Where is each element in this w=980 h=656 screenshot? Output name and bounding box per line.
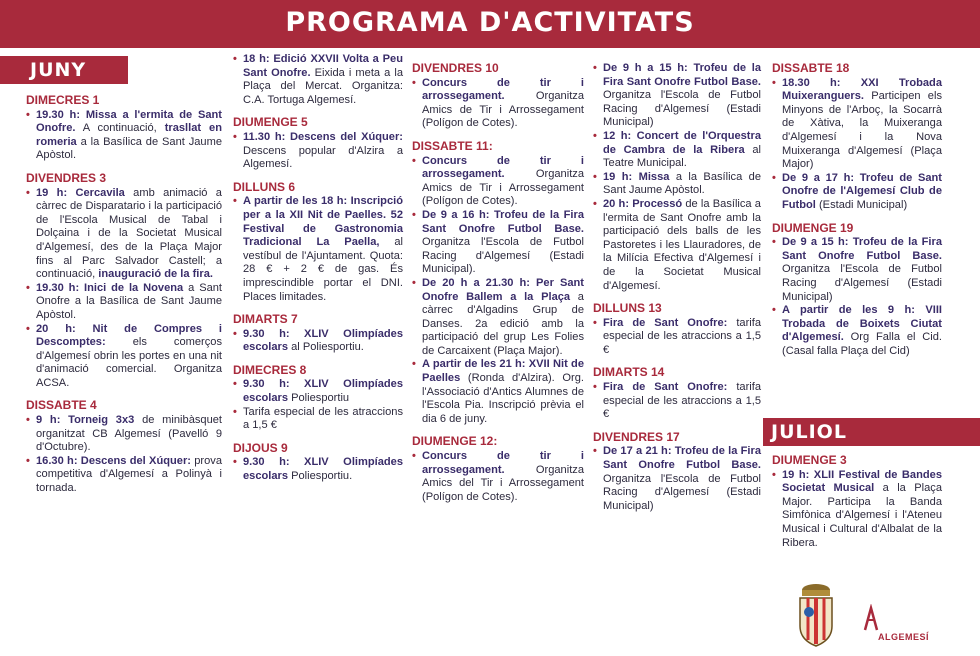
event-highlight: Concurs de tir i arrossegament.	[422, 154, 584, 181]
event-item	[233, 456, 403, 483]
column-5	[772, 62, 942, 358]
event-description: Organitza Amics de Tir i Arrossegament (Polígon de Cotes).	[422, 168, 584, 208]
bullet-icon: •	[772, 468, 776, 481]
event-item	[26, 323, 222, 391]
bullet-icon: •	[772, 171, 776, 184]
event-highlight: 9.30 h: XLIV Olimpíades escolars	[243, 327, 403, 354]
event-highlight: A partir de les 18 h: Inscripció per a la XII Nit de Paelles. 52 Festival de Gastronomia Tradicional La Paella,	[243, 195, 403, 249]
event-description: tarifa especial de les atraccions a 1,5 €	[603, 316, 761, 356]
bullet-icon: •	[772, 76, 776, 89]
bullet-icon: •	[593, 381, 597, 394]
day-heading: DIVENDRES 10	[412, 61, 499, 75]
column-1	[26, 94, 222, 496]
page-title: PROGRAMA D'ACTIVITATS	[285, 7, 695, 38]
event-description: Org Falla el Cid. (Casal falla Plaça del Cid)	[782, 331, 942, 357]
column-6	[772, 454, 942, 550]
event-highlight: Fira de Sant Onofre:	[603, 381, 728, 394]
event-item	[26, 414, 222, 455]
event-item	[593, 445, 761, 513]
bullet-icon: •	[593, 316, 597, 329]
bullet-icon: •	[233, 327, 237, 340]
bullet-icon: •	[412, 208, 416, 221]
event-highlight: 19.30 h: Missa a l'ermita de Sant Onofre.	[36, 108, 222, 135]
event-highlight: 9.30 h: XLIV Olimpíades escolars	[243, 456, 403, 483]
event-description: a la Basílica de Sant Jaume Apòstol.	[36, 135, 222, 162]
event-highlight: Fira de Sant Onofre:	[603, 316, 728, 329]
day-heading: DILLUNS 13	[593, 301, 662, 316]
bullet-icon: •	[26, 454, 30, 467]
event-item	[412, 277, 584, 359]
day-heading: DIVENDRES 3	[26, 170, 107, 185]
event-highlight: 19 h: Cercavila	[36, 186, 125, 199]
event-description: A continuació,	[75, 122, 165, 135]
bullet-icon: •	[593, 129, 597, 142]
event-description: Poliesportiu.	[288, 470, 353, 483]
event-description: (Estadi Municipal)	[815, 198, 908, 211]
event-item	[412, 155, 584, 209]
bullet-icon: •	[412, 358, 416, 371]
event-highlight: 16.30 h: Descens del Xúquer:	[36, 454, 191, 467]
bullet-icon: •	[233, 378, 237, 391]
algemesi-logo	[862, 604, 942, 648]
month-july: JULIOL	[763, 418, 980, 446]
event-description: a la Basílica de Sant Jaume Apòstol.	[603, 170, 761, 197]
column-2	[233, 53, 403, 484]
bullet-icon: •	[233, 53, 237, 65]
event-highlight: De 9 a 15 h: Trofeu de la Fira Sant Onofre Futbol Base.	[782, 236, 942, 262]
day-heading: DIUMENGE 5	[233, 115, 308, 130]
event-item	[593, 62, 761, 130]
event-item	[233, 195, 403, 304]
bullet-icon: •	[26, 108, 30, 121]
event-highlight: De 9 a 17 h: Trofeu de Sant Onofre de l'Algemesí Club de Futbol	[782, 171, 942, 211]
event-item	[772, 172, 942, 213]
event-description: de la Basílica a l'ermita de Sant Onofre amb la participació dels balls de les Pastoretes i les Llauradores, de la Milícia Efectiva d'Algemesí i de la Societat Musical d'Algemesí.	[603, 197, 761, 292]
event-highlight: 19 h: Missa	[603, 170, 670, 183]
bullet-icon: •	[26, 186, 30, 199]
event-description: al Poliesportiu.	[288, 341, 364, 354]
day-heading: DIJOUS 9	[233, 440, 288, 455]
event-item	[412, 450, 584, 504]
event-highlight: 11.30 h: Descens del Xúquer:	[243, 130, 403, 143]
bullet-icon: •	[233, 456, 237, 469]
event-description: Organitza Amics de Tir i Arrossegament (Polígon de Cotes).	[422, 90, 584, 130]
day-heading: DISSABTE 18	[772, 61, 850, 75]
event-description: tarifa especial de les atraccions a 1,5 €	[603, 381, 761, 421]
event-description: Tarifa especial de les atraccions a 1,5 €	[243, 405, 403, 432]
event-highlight: 20 h: Nit de Compres i Descomptes:	[36, 322, 222, 349]
day-heading: DISSABTE 11:	[412, 138, 493, 153]
event-item	[412, 209, 584, 277]
bullet-icon: •	[412, 154, 416, 167]
event-highlight: De 20 h a 21.30 h: Per Sant Onofre Ballem a la Plaça	[422, 276, 584, 303]
event-item	[26, 455, 222, 496]
bullet-icon: •	[772, 304, 776, 317]
day-heading: DIUMENGE 3	[772, 453, 847, 467]
event-description: (Ronda d'Alzira). Org. l'Associació d'Antics Alumnes de l'Escola Pia. Inscripció prèvia el dia 6 de juny.	[422, 372, 584, 425]
event-highlight: 19 h: XLII Festival de Bandes Societat Musical	[782, 468, 942, 495]
event-item	[412, 358, 584, 426]
coat-of-arms-icon	[795, 582, 837, 648]
day-heading: DIMECRES 8	[233, 362, 307, 377]
event-item	[233, 406, 403, 433]
event-description: Poliesportiu	[288, 392, 350, 405]
event-description: Organitza Amics del Tir i Arrossegament (Polígon de Cotes).	[422, 463, 584, 503]
bullet-icon: •	[233, 130, 237, 143]
event-highlight: A partir de les 21 h: XVII Nit de Paelles	[422, 358, 584, 385]
bullet-icon: •	[26, 414, 30, 427]
event-highlight: 18.30 h: XXI Trobada Muixeranguers.	[782, 76, 942, 103]
bullet-icon: •	[233, 195, 237, 208]
bullet-icon: •	[233, 405, 237, 418]
event-description: al Teatre Municipal.	[603, 143, 761, 170]
column-3	[412, 62, 584, 504]
event-item	[593, 130, 761, 171]
event-description: prova competitiva d'Algemesí a Polinyà i tornada.	[36, 454, 222, 495]
event-item	[233, 53, 403, 107]
bullet-icon: •	[412, 276, 416, 289]
event-highlight: 20 h: Processó	[603, 197, 683, 210]
event-description: Eixida i meta a la Plaça del Mercat. Organitza: C.A. Tortuga Algemesí.	[243, 66, 403, 106]
event-description: al vestíbul de l'Ajuntament. Quota: 28 € + 2 € de gas. És imprescindible portar el DNI. Places limitades.	[243, 236, 403, 303]
event-item	[233, 131, 403, 172]
event-description: Descens popular d'Alzira a Algemesí.	[243, 144, 403, 171]
event-highlight: 9 h: Torneig 3x3	[36, 414, 135, 427]
event-highlight: De 9 a 16 h: Trofeu de la Fira Sant Onofre Futbol Base.	[422, 208, 584, 235]
day-heading: DIMARTS 14	[593, 365, 665, 380]
day-heading: DIMECRES 1	[26, 93, 100, 107]
bullet-icon: •	[593, 170, 597, 183]
event-description: Organitza l'Escola de Futbol Racing d'Algemesí (Estadi Municipal)	[603, 472, 761, 512]
event-item	[26, 109, 222, 163]
event-item	[593, 381, 761, 422]
event-item	[772, 77, 942, 172]
month-june: JUNY	[0, 56, 128, 84]
event-item	[772, 304, 942, 358]
bullet-icon: •	[26, 281, 30, 294]
event-highlight: 12 h: Concert de l'Orquestra de Cambra de la Ribera	[603, 129, 761, 156]
logo-text: ALGEMESÍ	[878, 632, 930, 642]
event-description: a la Plaça Major. Participa la Banda Simfònica d'Algemesí i l'Ateneu Musical i Cultural d'Albalat de la Ribera.	[782, 482, 942, 549]
day-heading: DISSABTE 4	[26, 398, 97, 413]
logo-mark-icon	[862, 604, 880, 632]
event-highlight: A partir de les 9 h: VIII Trobada de Boixets Ciutat d'Algemesí.	[782, 304, 942, 344]
event-item	[593, 171, 761, 198]
event-highlight: Concurs de tir i arrossegament.	[422, 76, 584, 103]
event-highlight: De 9 h a 15 h: Trofeu de la Fira Sant Onofre Futbol Base.	[603, 62, 761, 88]
day-heading: DIMARTS 7	[233, 312, 298, 327]
event-item	[26, 187, 222, 282]
event-item	[233, 378, 403, 405]
event-description: els comerços d'Algemesí obrin les portes en una nit d'animació comercial. Organitza ACSA.	[36, 336, 222, 389]
bullet-icon: •	[412, 76, 416, 89]
event-highlight: 9.30 h: XLIV Olimpíades escolars	[243, 378, 403, 405]
day-heading: DIUMENGE 12:	[412, 434, 498, 449]
event-highlight: De 17 a 21 h: Trofeu de la Fira Sant Onofre Futbol Base.	[603, 445, 761, 472]
event-item	[26, 282, 222, 323]
event-highlight: Concurs de tir i arrossegament.	[422, 450, 584, 476]
event-item	[233, 328, 403, 355]
event-highlight: 18 h: Edició XXVII Volta a Peu Sant Onofre.	[243, 53, 403, 79]
event-item	[412, 77, 584, 131]
event-item	[772, 469, 942, 551]
bullet-icon: •	[593, 445, 597, 458]
event-item	[593, 317, 761, 358]
bullet-icon: •	[593, 197, 597, 210]
event-description: a càrrec d'Algadins Grup de Danses. 2a edició amb la participació del grup Les Folies de Carcaixent (Plaça Major).	[422, 290, 584, 357]
header-banner	[0, 0, 980, 48]
event-highlight: 19.30 h: Inici de la Novena	[36, 281, 184, 294]
event-description: Participen els Minyons de l'Arboç, la Socarrà de Xàtiva, la Muixeranga d'Algemesí i la Nova Muixeranga d'Algemesí (Plaça Major)	[782, 90, 942, 171]
event-highlight: inauguració de la fira.	[98, 268, 213, 281]
day-heading: DIUMENGE 19	[772, 220, 854, 235]
event-description: Organitza l'Escola de Futbol Racing d'Algemesí (Estadi Municipal)	[603, 89, 761, 129]
event-description: Organitza l'Escola de Futbol Racing d'Algemesí (Estadi Municipal)	[782, 263, 942, 303]
day-heading: DILLUNS 6	[233, 179, 296, 194]
event-item	[772, 236, 942, 304]
bullet-icon: •	[412, 450, 416, 463]
bullet-icon: •	[772, 236, 776, 249]
bullet-icon: •	[26, 322, 30, 335]
event-highlight: trasllat en romeria	[36, 122, 222, 148]
event-item	[593, 198, 761, 293]
day-heading: DIVENDRES 17	[593, 429, 680, 444]
event-description: a Sant Onofre a la Basílica de Sant Jaume Apòstol.	[36, 281, 223, 321]
column-4	[593, 62, 761, 513]
event-description: de minibàsquet organitzat CB Algemesí (Pavelló 9 d'Octubre).	[36, 414, 223, 454]
bullet-icon: •	[593, 62, 597, 74]
event-description: Organitza l'Escola de Futbol Racing d'Algemesí (Estadi Municipal).	[422, 236, 584, 276]
event-description: amb animació a càrrec de Disparatario i la participació de l'Escola Musical de Tabal i Dolçaina i de la Societat Musical d'Algemesí, des de la Plaça Major fins al Parc Salvador Castell; a continuació,	[36, 186, 222, 281]
